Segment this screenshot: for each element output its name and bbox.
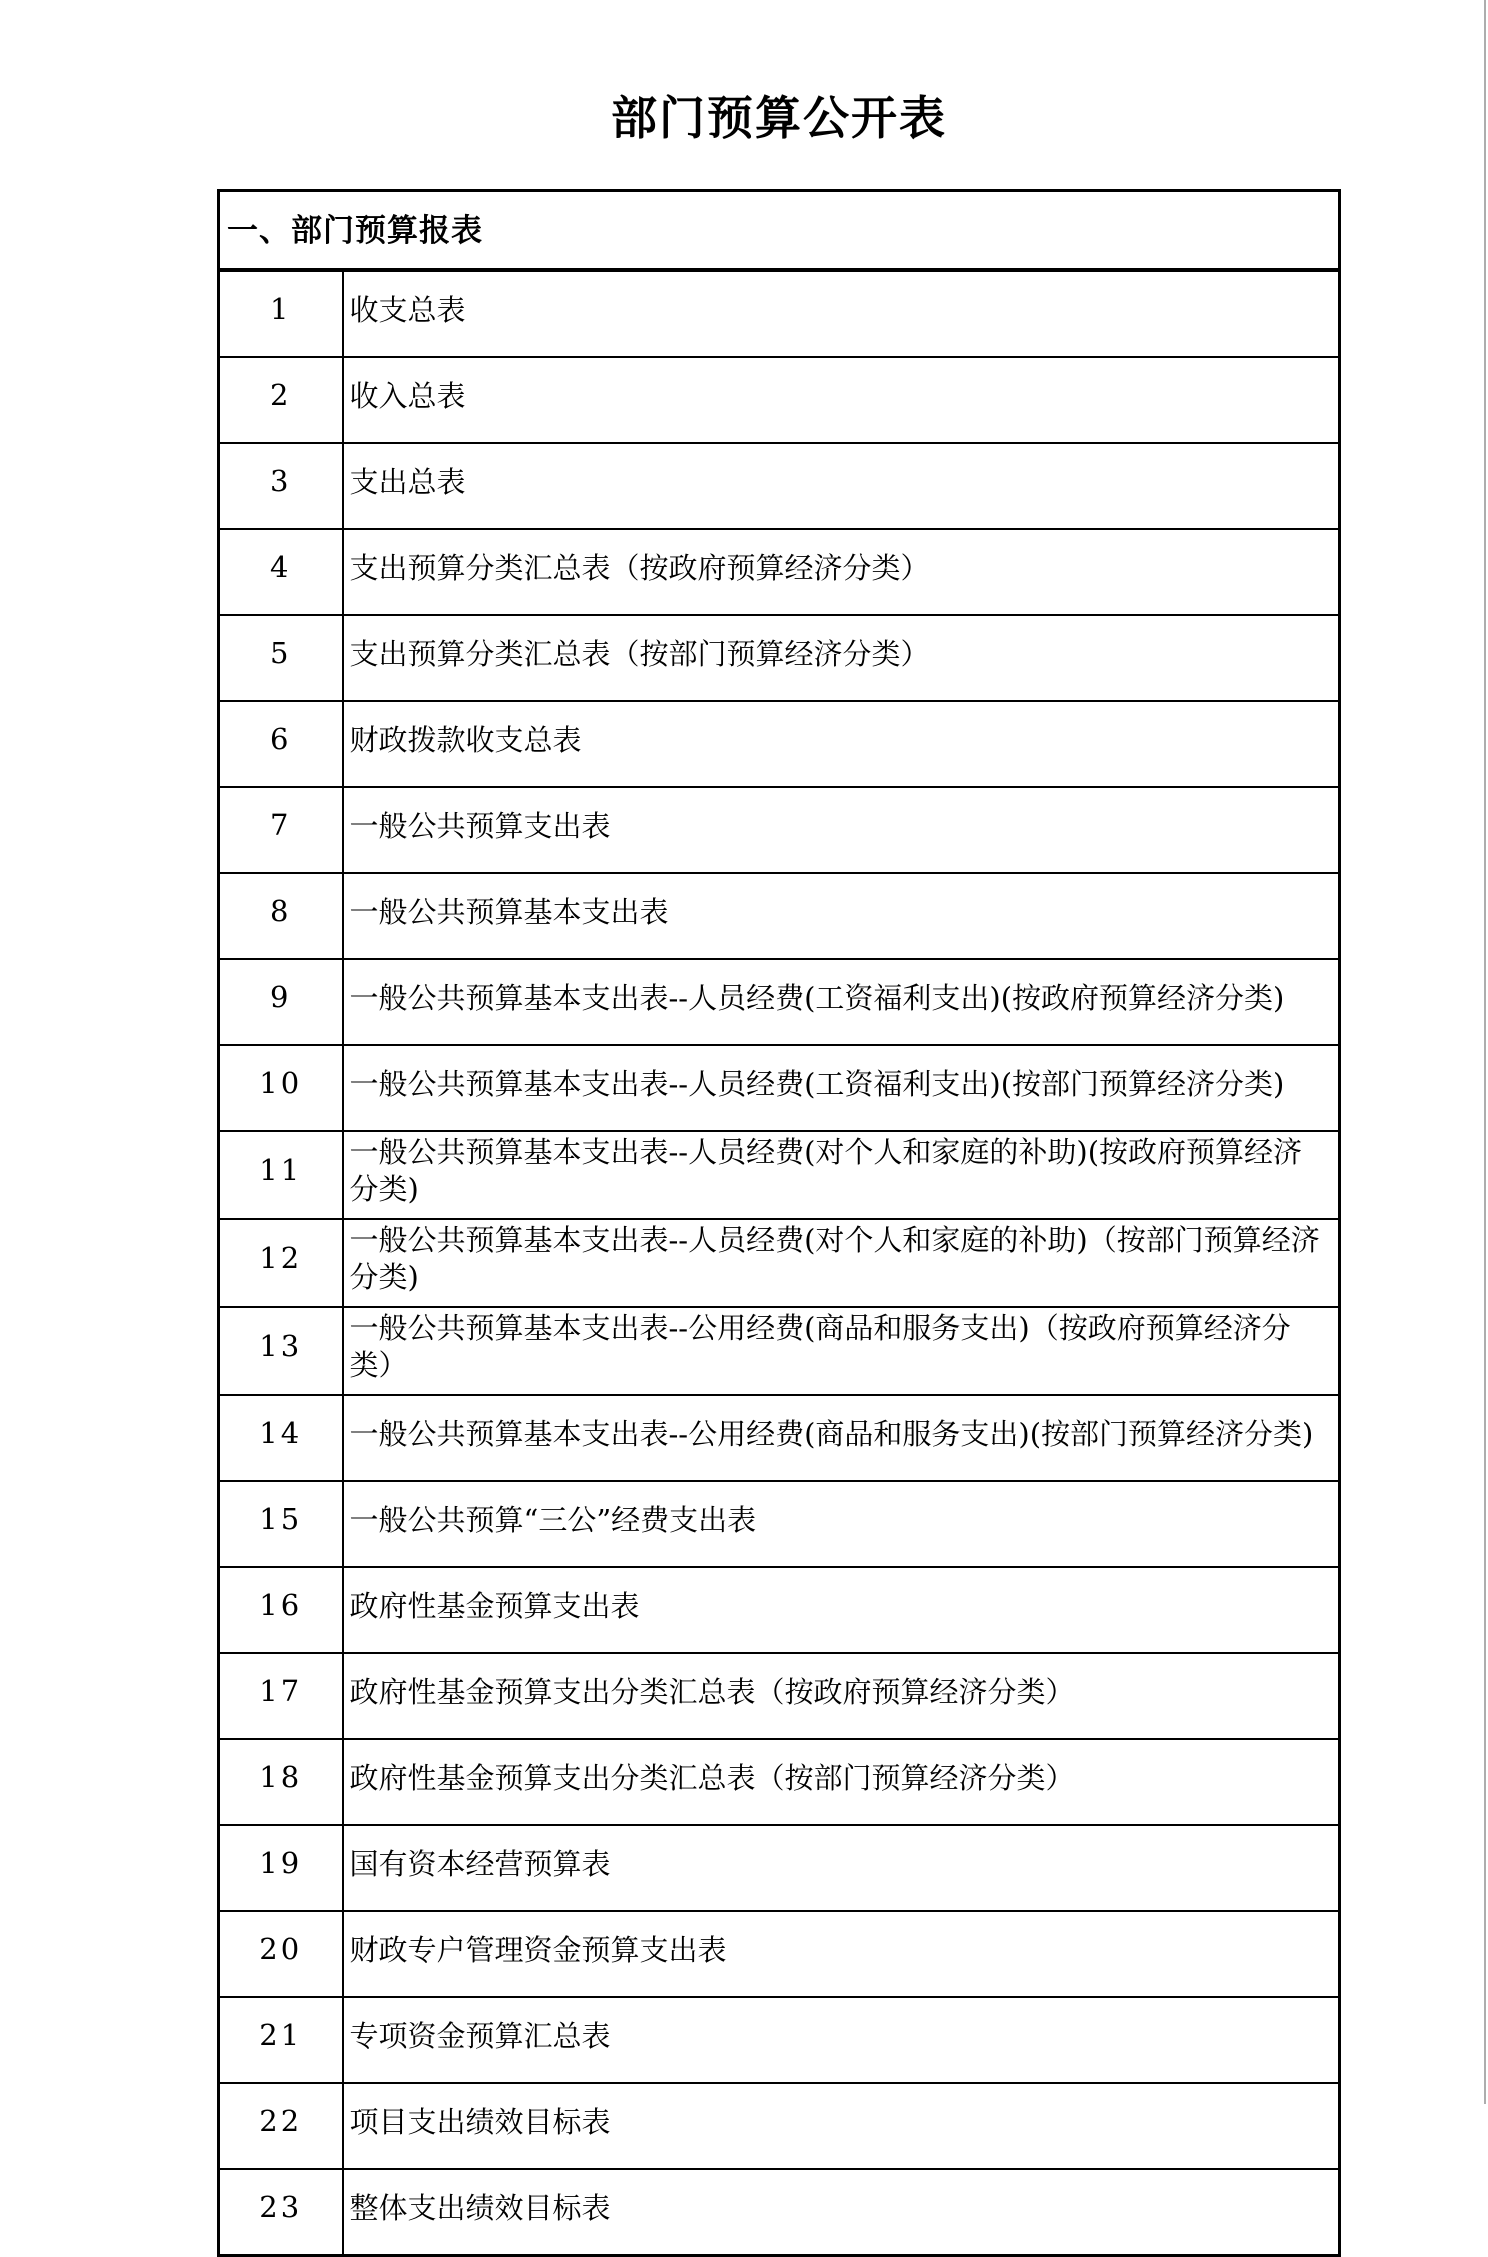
row-number: 11: [219, 1131, 343, 1219]
row-number: 3: [219, 443, 343, 529]
row-title: 一般公共预算基本支出表--人员经费(对个人和家庭的补助)（按部门预算经济分类): [343, 1219, 1340, 1307]
table-row: [219, 873, 1340, 959]
row-title: 一般公共预算基本支出表: [343, 873, 1340, 959]
row-title: 政府性基金预算支出分类汇总表（按部门预算经济分类）: [343, 1739, 1340, 1825]
row-number: 17: [219, 1653, 343, 1739]
table-row: [219, 357, 1340, 443]
table-row: [219, 1219, 1340, 1307]
table-row: [219, 1567, 1340, 1653]
table-row: [219, 270, 1340, 357]
row-title: 一般公共预算基本支出表--公用经费(商品和服务支出)（按政府预算经济分类）: [343, 1307, 1340, 1395]
row-number: 18: [219, 1739, 343, 1825]
row-number: 15: [219, 1481, 343, 1567]
row-number: 22: [219, 2083, 343, 2169]
table-row: [219, 1825, 1340, 1911]
table-row: [219, 1307, 1340, 1395]
table-row: [219, 1739, 1340, 1825]
row-number: 6: [219, 701, 343, 787]
row-number: 5: [219, 615, 343, 701]
row-title: 政府性基金预算支出表: [343, 1567, 1340, 1653]
row-number: 1: [219, 270, 343, 357]
table-row: [219, 959, 1340, 1045]
table-row: [219, 1131, 1340, 1219]
row-title: 收支总表: [343, 270, 1340, 357]
row-title: 收入总表: [343, 357, 1340, 443]
table-row: [219, 443, 1340, 529]
page-title: 部门预算公开表: [611, 91, 947, 145]
row-title: 一般公共预算支出表: [343, 787, 1340, 873]
table-row: [219, 2169, 1340, 2256]
row-number: 14: [219, 1395, 343, 1481]
row-title: 一般公共预算基本支出表--人员经费(工资福利支出)(按部门预算经济分类): [343, 1045, 1340, 1131]
table-row: [219, 1045, 1340, 1131]
section-header-row: [219, 191, 1340, 271]
table-row: [219, 1911, 1340, 1997]
row-number: 7: [219, 787, 343, 873]
table-row: [219, 701, 1340, 787]
table-row: [219, 2083, 1340, 2169]
row-number: 4: [219, 529, 343, 615]
table-row: [219, 1997, 1340, 2083]
row-title: 财政拨款收支总表: [343, 701, 1340, 787]
row-number: 12: [219, 1219, 343, 1307]
row-number: 21: [219, 1997, 343, 2083]
row-title: 一般公共预算基本支出表--公用经费(商品和服务支出)(按部门预算经济分类): [343, 1395, 1340, 1481]
table-row: [219, 615, 1340, 701]
row-title: 支出预算分类汇总表（按政府预算经济分类）: [343, 529, 1340, 615]
section-header: 一、部门预算报表: [219, 191, 1340, 271]
table-row: [219, 1481, 1340, 1567]
row-number: 10: [219, 1045, 343, 1131]
row-number: 13: [219, 1307, 343, 1395]
table-row: [219, 529, 1340, 615]
table-row: [219, 1653, 1340, 1739]
row-title: 整体支出绩效目标表: [343, 2169, 1340, 2256]
row-title: 一般公共预算基本支出表--人员经费(工资福利支出)(按政府预算经济分类): [343, 959, 1340, 1045]
row-number: 23: [219, 2169, 343, 2256]
row-title: 支出预算分类汇总表（按部门预算经济分类）: [343, 615, 1340, 701]
row-title: 政府性基金预算支出分类汇总表（按政府预算经济分类）: [343, 1653, 1340, 1739]
row-number: 19: [219, 1825, 343, 1911]
row-number: 2: [219, 357, 343, 443]
row-title: 项目支出绩效目标表: [343, 2083, 1340, 2169]
page-edge-line: [1484, 0, 1486, 2104]
row-title: 支出总表: [343, 443, 1340, 529]
row-title: 一般公共预算“三公”经费支出表: [343, 1481, 1340, 1567]
row-title: 专项资金预算汇总表: [343, 1997, 1340, 2083]
row-number: 8: [219, 873, 343, 959]
budget-report-table: [217, 189, 1341, 2257]
row-number: 20: [219, 1911, 343, 1997]
table-row: [219, 787, 1340, 873]
row-number: 9: [219, 959, 343, 1045]
row-title: 国有资本经营预算表: [343, 1825, 1340, 1911]
row-title: 财政专户管理资金预算支出表: [343, 1911, 1340, 1997]
table-row: [219, 1395, 1340, 1481]
row-number: 16: [219, 1567, 343, 1653]
row-title: 一般公共预算基本支出表--人员经费(对个人和家庭的补助)(按政府预算经济分类): [343, 1131, 1340, 1219]
